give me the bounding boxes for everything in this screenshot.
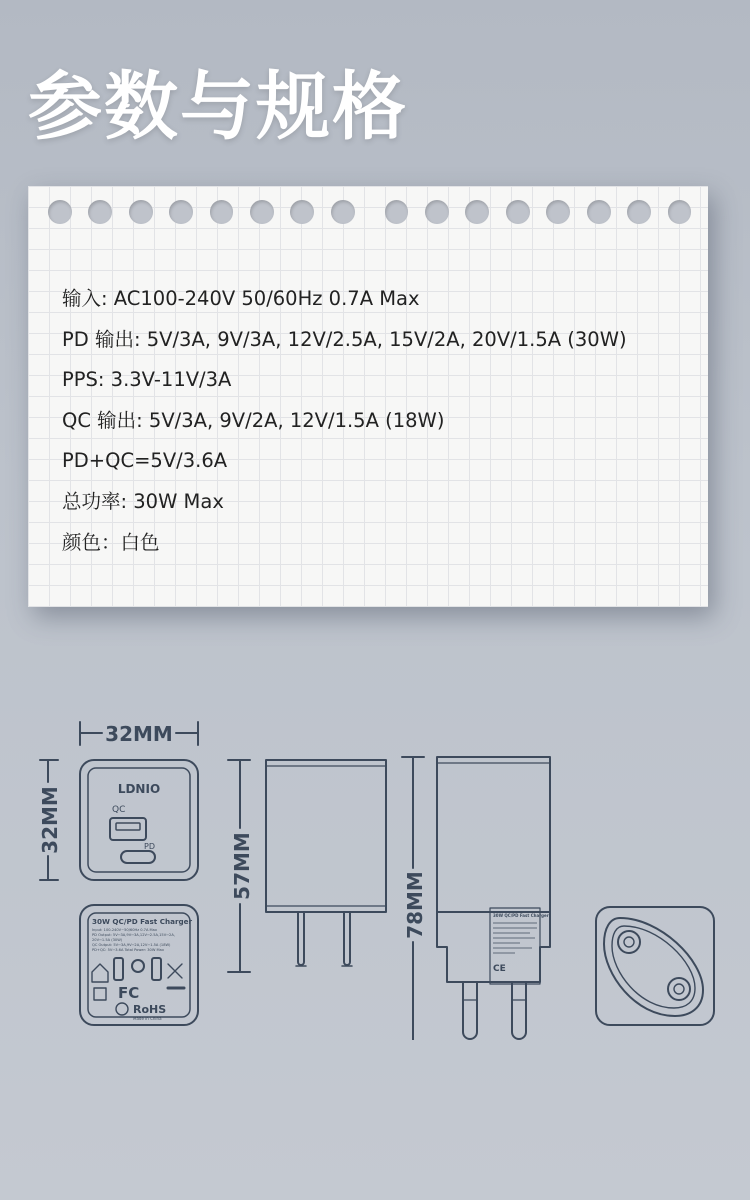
page-title: 参数与规格 (28, 64, 408, 150)
fc-mark: FC (118, 984, 140, 1002)
binder-holes (48, 200, 708, 224)
total-length-dimension-label: 78MM (403, 871, 427, 939)
binder-hole (587, 200, 611, 224)
qc-mark: QC (112, 805, 126, 815)
spec-qc-output: QC 输出: 5V/3A, 9V/2A, 12V/1.5A (18W) (62, 408, 445, 432)
binder-hole (627, 200, 651, 224)
binder-hole (425, 200, 449, 224)
binder-hole (331, 200, 355, 224)
binder-hole (169, 200, 193, 224)
spec-card (28, 186, 708, 607)
binder-hole (88, 200, 112, 224)
spec-color: 颜色：白色 (62, 530, 160, 554)
binder-hole (250, 200, 274, 224)
height-dimension-label: 32MM (38, 786, 62, 854)
label-line: QC Output: 5V⎓3A,9V⎓2A,12V⎓1.5A (18W) (92, 943, 171, 947)
spec-list (62, 284, 627, 568)
brand-logo: LDNIO (117, 782, 161, 796)
charger-side-view (266, 760, 386, 966)
binder-hole (668, 200, 692, 224)
label-title: 30W QC/PD Fast Charger (92, 917, 193, 926)
binder-hole (129, 200, 153, 224)
plug-end-view (596, 907, 714, 1025)
binder-hole (465, 200, 489, 224)
label-line: 20V⎓1.5A (30W) (92, 938, 123, 942)
binder-hole (48, 200, 72, 224)
made-in-label: Made in China (133, 1016, 162, 1021)
rohs-mark: RoHS (133, 1003, 167, 1016)
label-line: PD Output: 5V⎓3A,9V⎓3A,12V⎓2.5A,15V⎓2A, (92, 933, 175, 937)
spec-pd-output: PD 输出: 5V/3A, 9V/3A, 12V/2.5A, 15V/2A, 20V/1.5A (30W) (62, 327, 627, 351)
body-length-dimension-label: 57MM (230, 832, 254, 900)
binder-hole (290, 200, 314, 224)
side-label-text-lines (493, 923, 537, 953)
binder-hole (385, 200, 409, 224)
spec-pps: PPS: 3.3V-11V/3A (62, 368, 232, 392)
side-label-title: 30W QC/PD Fast Charger (493, 913, 549, 918)
spec-pd-qc: PD+QC=5V/3.6A (62, 449, 228, 473)
charger-front-view (80, 760, 198, 880)
label-line: Input: 100-240V~50/60Hz 0.7A Max (92, 928, 157, 932)
ce-mark: CE (493, 964, 506, 974)
binder-hole (506, 200, 530, 224)
dimension-drawing (0, 640, 750, 1040)
binder-hole (546, 200, 570, 224)
spec-input: 输入: AC100-240V 50/60Hz 0.7A Max (62, 287, 420, 310)
charger-eu-side-view (437, 757, 550, 1039)
binder-hole (210, 200, 234, 224)
label-line: PD+QC: 5V⎓3.6A Total Power: 30W Max (92, 948, 164, 952)
spec-total-power: 总功率: 30W Max (62, 489, 224, 513)
width-dimension-label: 32MM (105, 722, 173, 746)
pd-mark: PD (144, 842, 155, 851)
